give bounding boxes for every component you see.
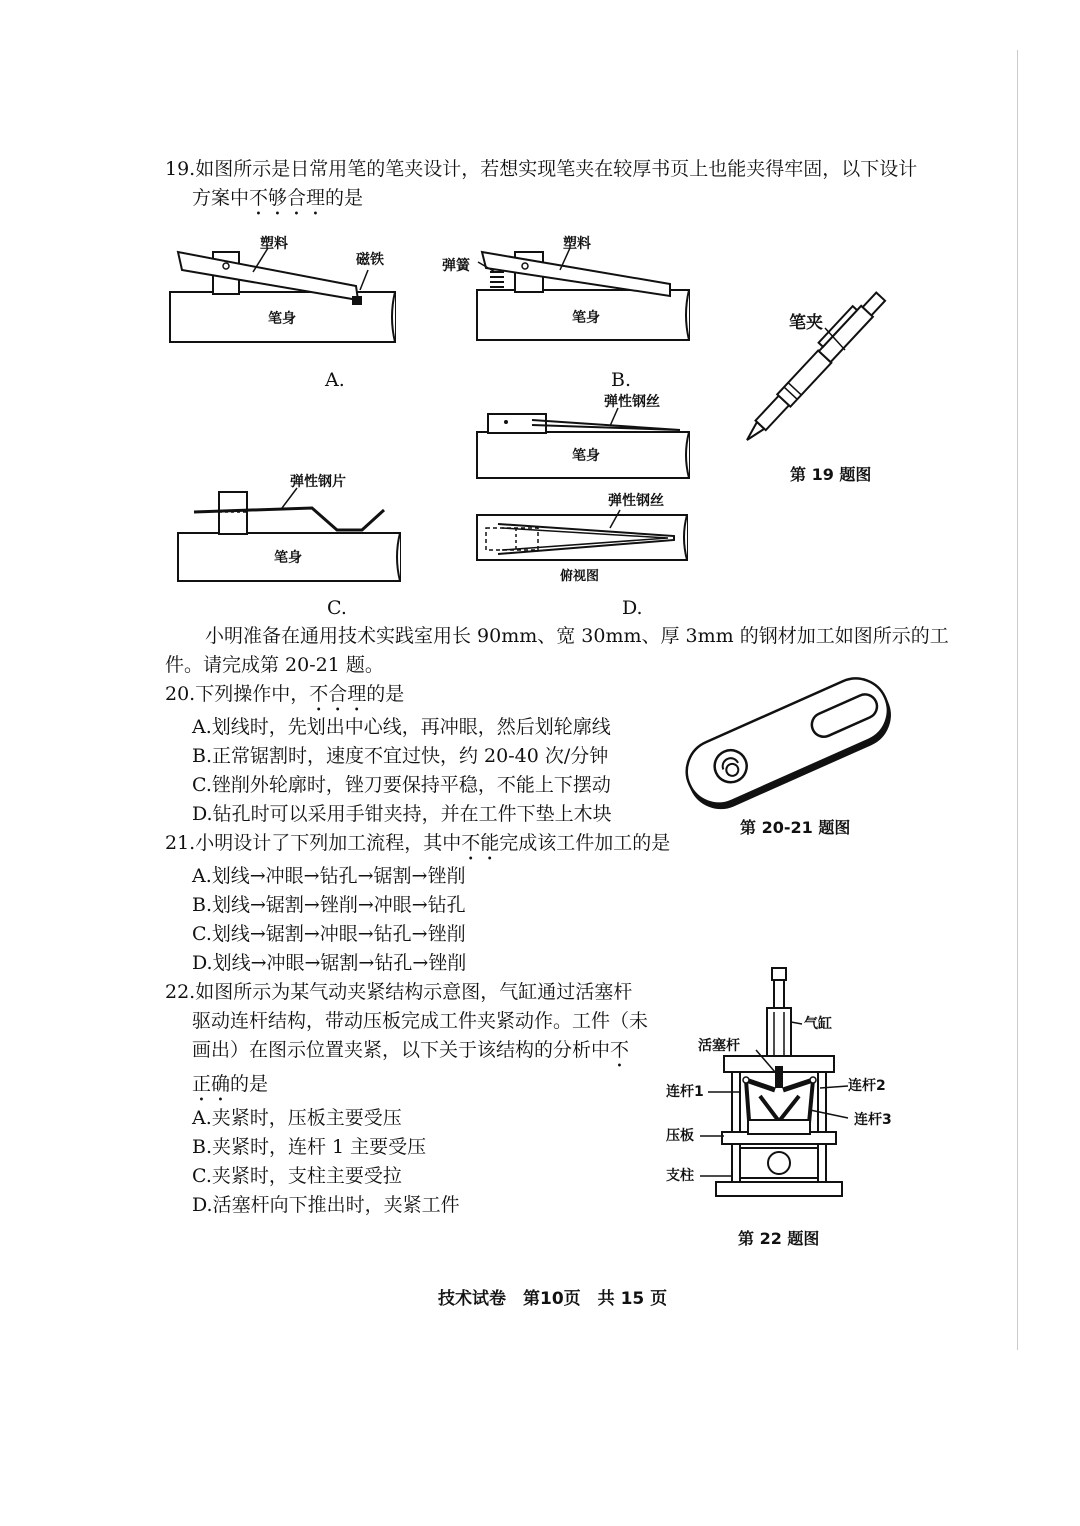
link3-label: 连杆3 [854,1112,892,1128]
q19-stem-line2: 方案中不够合理的是 [192,187,364,209]
piston-rod-label: 活塞杆 [698,1038,740,1054]
q19-figure-d-side [470,392,710,487]
q21-option-c: C.划线→锯割→冲眼→钻孔→锉削 [192,923,466,945]
fig-a-plastic-label: 塑料 [260,236,288,252]
page-footer: 技术试卷 第10页 共 15 页 [438,1289,668,1309]
q20-stem: 20.下列操作中，不合理的是 [165,683,405,705]
scan-edge-line [1017,50,1018,1350]
q20-option-b: B.正常锯割时，速度不宜过快，约 20-40 次/分钟 [192,745,609,767]
workpiece-figure [672,658,902,798]
fig-d-body-label: 笔身 [572,448,600,464]
fig-d-wire1-label: 弹性钢丝 [604,394,660,410]
q20-option-c: C.锉削外轮廓时，锉刀要保持平稳，不能上下摆动 [192,774,611,796]
q21-option-d: D.划线→冲眼→锯割→钻孔→锉削 [192,952,467,974]
q22-option-a: A.夹紧时，压板主要受压 [192,1107,402,1129]
q22-option-d: D.活塞杆向下推出时，夹紧工件 [192,1194,460,1216]
q22-stem-line1: 22.如图所示为某气动夹紧结构示意图，气缸通过活塞杆 [165,981,633,1003]
q22-option-b: B.夹紧时，连杆 1 主要受压 [192,1136,427,1158]
q22-stem-line2: 驱动连杆结构，带动压板完成工件夹紧动作。工件（未 [192,1010,649,1032]
q19-pen-figure [735,288,915,453]
q21-option-b: B.划线→锯割→锉削→冲眼→钻孔 [192,894,466,916]
q20-21-figure-caption: 第 20-21 题图 [740,818,851,837]
q19-stem-line1: 19.如图所示是日常用笔的笔夹设计，若想实现笔夹在较厚书页上也能夹得牢固，以下设计 [165,158,918,180]
fig-b-body-label: 笔身 [572,310,600,326]
q19-figure-a [168,230,408,350]
q21-stem: 21.小明设计了下列加工流程，其中不能完成该工件加工的是 [165,832,671,854]
fig-b-plastic-label: 塑料 [563,236,591,252]
pillar-label: 支柱 [666,1168,694,1184]
fig-a-body-label: 笔身 [268,311,296,327]
intro-line2: 件。请完成第 20-21 题。 [165,654,384,676]
fig-d-wire2-label: 弹性钢丝 [608,493,664,509]
fig-c-body-label: 笔身 [274,550,302,566]
press-plate-label: 压板 [666,1128,694,1144]
link1-label: 连杆1 [666,1084,704,1100]
q21-option-a: A.划线→冲眼→钻孔→锯割→锉削 [192,865,466,887]
q20-option-d: D.钻孔时可以采用手钳夹持，并在工件下垫上木块 [192,803,612,825]
q20-option-a: A.划线时，先划出中心线，再冲眼，然后划轮廓线 [192,716,611,738]
q22-stem-line4: 正确的是 [192,1073,269,1095]
fig-d-top-view-label: 俯视图 [560,569,600,584]
q19-figure-b [440,230,700,350]
q19-option-a: A. [325,369,345,391]
q19-figure-d-top [470,488,710,588]
fig-a-magnet-label: 磁铁 [356,252,384,268]
q19-option-c: C. [327,597,347,619]
q19-option-d: D. [622,597,643,619]
intro-line1: 小明准备在通用技术实践室用长 90mm、宽 30mm、厚 3mm 的钢材加工如图所示的工 [205,625,949,647]
q19-figure-caption: 第 19 题图 [790,465,872,484]
q22-figure-caption: 第 22 题图 [738,1229,820,1248]
q19-option-b: B. [611,369,632,391]
q22-option-c: C.夹紧时，支柱主要受拉 [192,1165,402,1187]
q22-stem-line3: 画出）在图示位置夹紧，以下关于该结构的分析中不 [192,1039,630,1061]
clamp-figure [660,960,900,1210]
fig-c-steel-sheet-label: 弹性钢片 [290,474,346,490]
pen-clip-label: 笔夹 [789,313,823,333]
cylinder-label: 气缸 [804,1016,832,1032]
link2-label: 连杆2 [848,1078,886,1094]
q19-figure-c [172,468,412,588]
fig-b-spring-label: 弹簧 [442,258,470,274]
